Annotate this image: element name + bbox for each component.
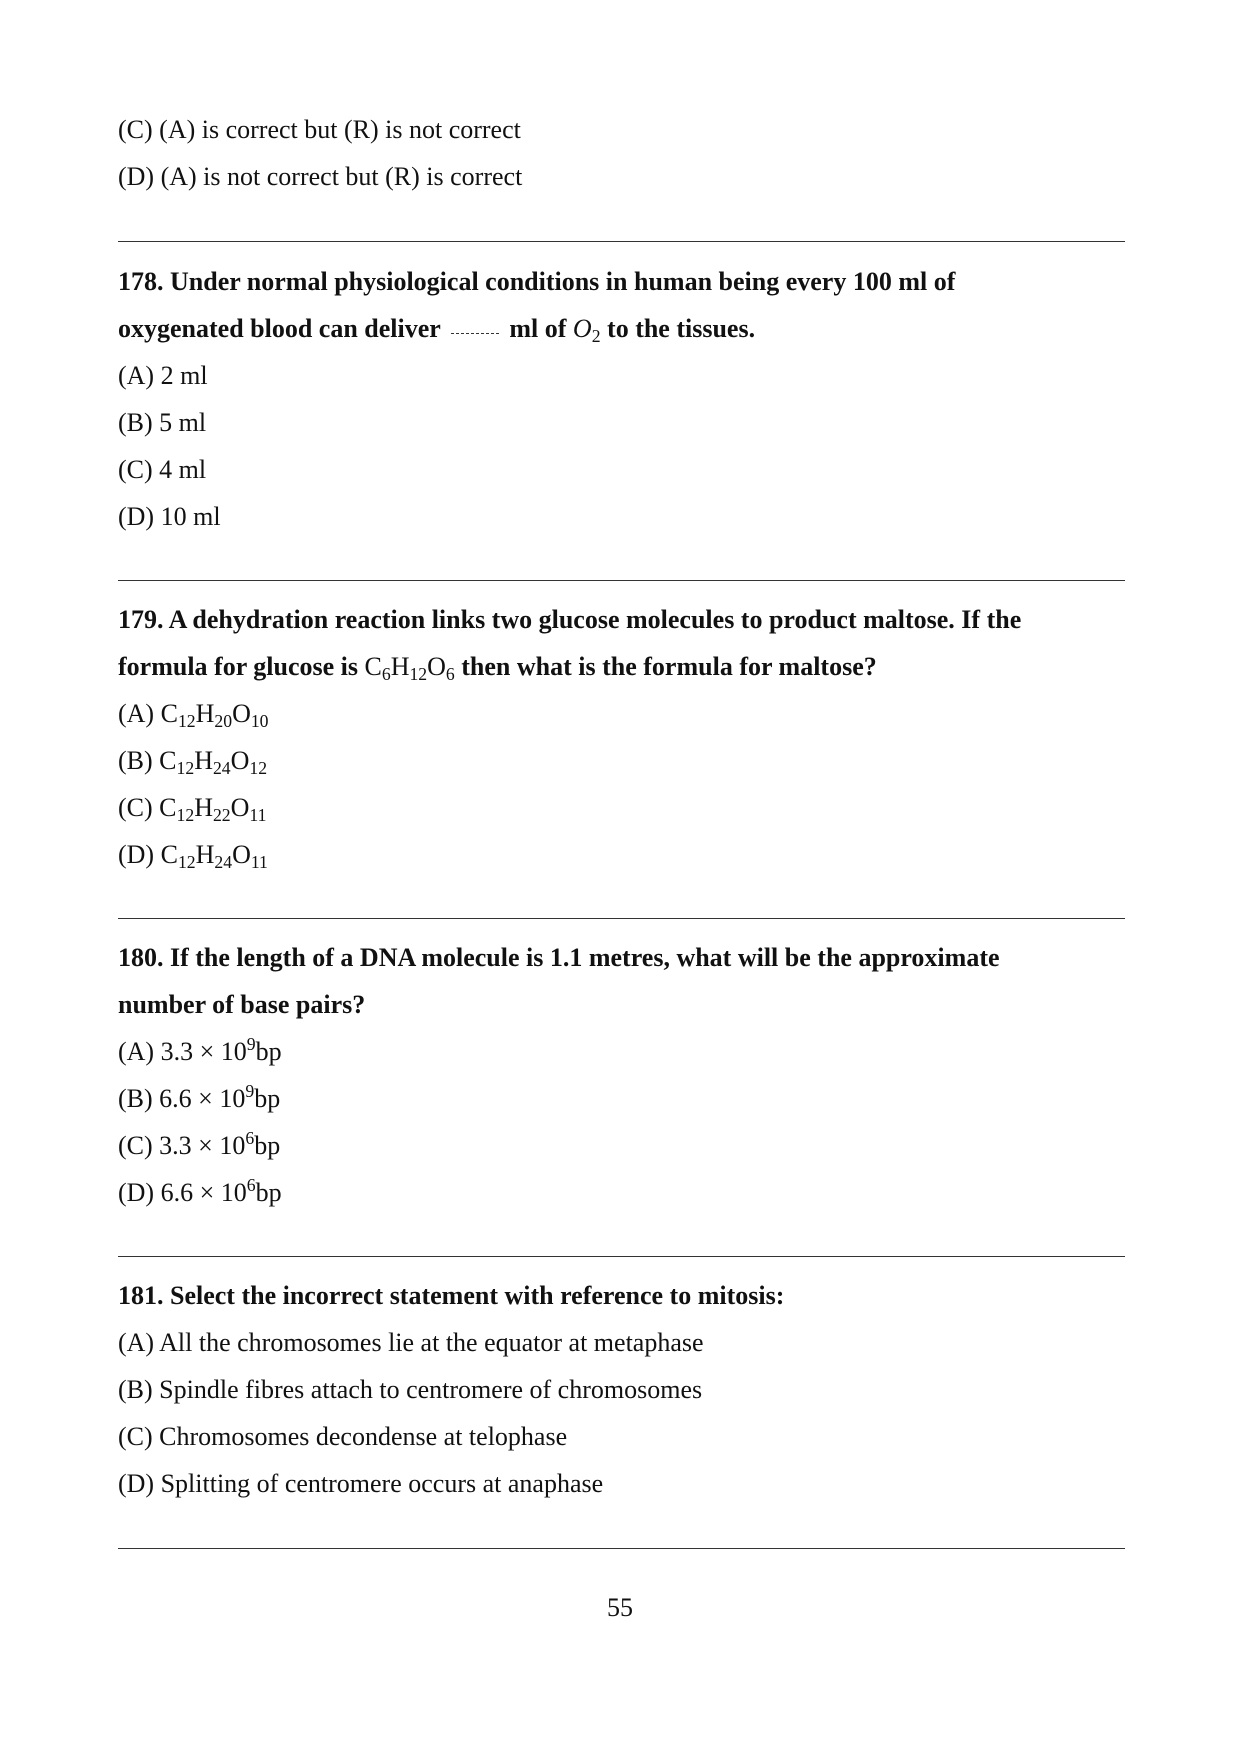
q180-option-a: (A) $3.3 \times 10^9bp$ (118, 1034, 282, 1066)
q178-option-a: (A) 2 ml (118, 361, 208, 390)
q181-stem: 181. Select the incorrect statement with reference to mitosis: (118, 1281, 785, 1310)
glucose-formula: $C_6H_{12}O_6$ (364, 652, 455, 684)
divider (118, 580, 1125, 581)
q179-option-d: (D) $C_{12}H_{24}O_{11}$ (118, 840, 268, 872)
q181-option-a: (A) All the chromosomes lie at the equator at metaphase (118, 1328, 704, 1357)
q178-option-b: (B) 5 ml (118, 408, 207, 437)
prev-option-c: (C) (A) is correct but (R) is not correct (118, 115, 521, 144)
q180-option-d: (D) $6.6 \times 10^6bp$ (118, 1175, 282, 1207)
prev-option-d: (D) (A) is not correct but (R) is correct (118, 162, 523, 191)
q181-option-b: (B) Spindle fibres attach to centromere of chromosomes (118, 1375, 703, 1404)
q178-option-d: (D) 10 ml (118, 502, 221, 531)
q180-option-b: (B) $6.6 \times 10^9bp$ (118, 1081, 281, 1113)
divider (118, 1548, 1125, 1549)
q181-option-c: (C) Chromosomes decondense at telophase (118, 1422, 568, 1451)
q180-stem-line1: 180. If the length of a DNA molecule is 1.1 metres, what will be the approximate (118, 943, 1000, 972)
q180-stem-line2: number of base pairs? (118, 990, 366, 1019)
q180-option-c: (C) $3.3 \times 10^6bp$ (118, 1128, 281, 1160)
q179-stem-line1: 179. A dehydration reaction links two glucose molecules to product maltose. If the (118, 605, 1022, 634)
q179-option-a: (A) $C_{12}H_{20}O_{10}$ (118, 699, 269, 731)
q181-option-d: (D) Splitting of centromere occurs at anaphase (118, 1469, 604, 1498)
divider (118, 1256, 1125, 1257)
q179-option-b: (B) $C_{12}H_{24}O_{12}$ (118, 746, 268, 778)
q179-stem-line2: formula for glucose is $C_6H_{12}O_6$ then what is the formula for maltose? (118, 652, 877, 684)
fill-blank (451, 332, 499, 334)
q178-stem-line2: oxygenated blood can deliver ml of $O_2$ to the tissues. (118, 314, 756, 346)
page-number: 55 (607, 1593, 633, 1622)
divider (118, 241, 1125, 242)
q178-stem-line1: 178. Under normal physiological conditions in human being every 100 ml of (118, 267, 956, 296)
q179-option-c: (C) $C_{12}H_{22}O_{11}$ (118, 793, 267, 825)
q178-option-c: (C) 4 ml (118, 455, 207, 484)
divider (118, 918, 1125, 919)
